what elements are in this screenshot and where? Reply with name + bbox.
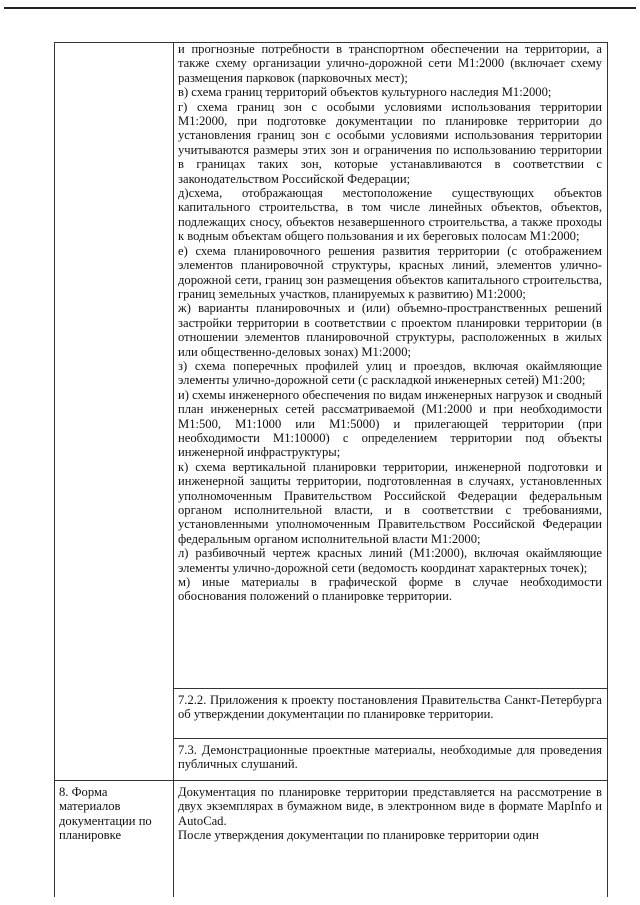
row8-label-line: 8. Форма [59, 785, 108, 799]
list-item: д)схема, отображающая местоположение существующих объектов капитального строительства, в том числе линейных объектов, объектов, подлежащих сносу, объектов незавершенного строительства, а также проходы к водным объектам общего пользования и их береговых полосам М1:2000; [178, 186, 602, 244]
row8-label-line: материалов [59, 799, 121, 814]
section-7-3-text: 7.3. Демонстрационные проектные материалы, необходимые для проведения публичных слушаний. [178, 743, 602, 772]
row8-label-line: планировке [59, 828, 122, 843]
section-7-3 [178, 743, 602, 772]
list-item: г) схема границ зон с особыми условиями использования территории М1:2000, при подготовке документации по планировке территории до установления границ зон с особыми условиями использования территории учитываются размеры этих зон и ограничения по использованию территории в границах таких зон, которые устанавливаются в соответствии с законодательством Российской Федерации; [178, 99, 602, 186]
list-item: и прогнозные потребности в транспортном обеспечении на территории, а также схему организации улично-дорожной сети М1:2000 (включает схему размещения парковок (парковочных мест); [178, 42, 602, 85]
list-item: ж) варианты планировочных и (или) объемно-пространственных решений застройки территории в соответствии с проектом планировки территории (в отношении элементов планировочной структуры, расположенных в жилых или общественно-деловых зонах) М1:2000; [178, 301, 602, 359]
list-item: л) разбивочный чертеж красных линий (М1:2000), включая окаймляющие элементы улично-дорожной сети (ведомость координат характерных точек); [178, 546, 602, 575]
row8-content [178, 785, 602, 843]
row8-label-line: документации по [59, 813, 152, 828]
list-item: и) схемы инженерного обеспечения по видам инженерных нагрузок и сводный план инженерных сетей рассматриваемой (М1:2000 и при необходимости М1:500, М1:1000 или М1:5000) и прилегающей территории (при необходимости М1:10000) с определением территории под объекты инженерной инфраструктуры; [178, 387, 602, 460]
list-item: е) схема планировочного решения развития территории (с отображением элементов планировочной структуры, красных линий, элементов улично-дорожной сети, границ зон размещения объектов капитального строительства, границ земельных участков, планируемых к развитию) М1:2000; [178, 243, 602, 301]
table-left-border [54, 42, 55, 897]
list-item: к) схема вертикальной планировки территории, инженерной подготовки и инженерной защиты территории, подготовленная в случаях, установленных уполномоченным Правительством Российской Федерации федеральным органом исполнительной власти, и в соответствии с требованиями, установленными уполномоченным Правительством Российской Федерации федеральным органом исполнительной власти М1:2000; [178, 459, 602, 546]
subsection-divider [173, 688, 608, 689]
section-7-2-2-text: 7.2.2. Приложения к проекту постановления Правительства Санкт-Петербурга об утверждении документации по планировке территории. [178, 693, 602, 722]
row7-content [178, 42, 602, 604]
list-item: з) схема поперечных профилей улиц и проездов, включая окаймляющие элементы улично-дорожной сети (с раскладкой инженерных сетей) М1:200; [178, 358, 602, 388]
row8-paragraph: Документация по планировке территории представляется на рассмотрение в двух экземплярах в бумажном виде, в электронном виде в формате MapInfo и AutoCad. [178, 785, 602, 828]
row-divider [54, 780, 608, 781]
section-7-2-2 [178, 693, 602, 722]
table-right-border [607, 42, 608, 897]
row8-label [59, 785, 169, 843]
list-item: м) иные материалы в графической форме в случае необходимости обоснования положений о планировке территории. [178, 575, 602, 604]
table-column-divider [173, 42, 174, 897]
top-rule [4, 7, 636, 9]
row8-paragraph: После утверждения документации по планировке территории один [178, 828, 539, 843]
subsection-divider [173, 738, 608, 739]
list-item: в) схема границ территорий объектов культурного наследия М1:2000; [178, 85, 552, 100]
